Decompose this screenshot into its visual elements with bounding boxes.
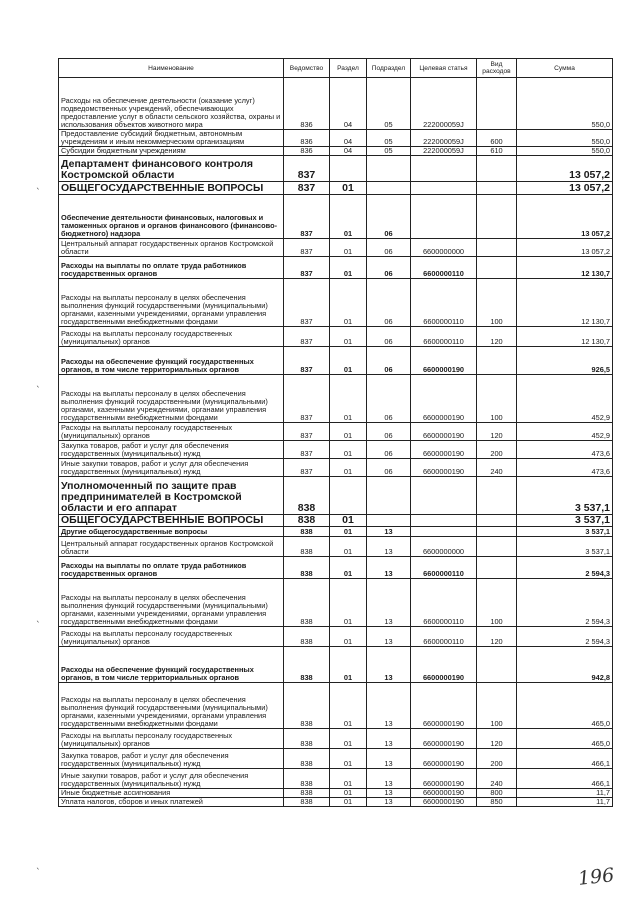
- cell-section: 01: [330, 347, 367, 375]
- cell-target: 6600000000: [411, 239, 477, 257]
- cell-exptype: 100: [477, 683, 517, 729]
- cell-target: 222000059J: [411, 78, 477, 130]
- table-header-row: [59, 59, 613, 78]
- cell-name: Департамент финансового контроля Костромской области: [59, 156, 284, 182]
- cell-subsection: [367, 156, 411, 182]
- cell-section: 01: [330, 769, 367, 789]
- cell-name: Расходы на выплаты персоналу государственных (муниципальных) органов: [59, 327, 284, 347]
- cell-sum: 550,0: [517, 147, 613, 156]
- cell-sum: 13 057,2: [517, 156, 613, 182]
- cell-exptype: [477, 78, 517, 130]
- header-section: Раздел: [330, 59, 367, 78]
- cell-sum: 473,6: [517, 441, 613, 459]
- cell-exptype: [477, 515, 517, 527]
- cell-subsection: 06: [367, 279, 411, 327]
- cell-target: 222000059J: [411, 147, 477, 156]
- cell-section: 01: [330, 789, 367, 798]
- cell-exptype: 850: [477, 798, 517, 807]
- cell-sum: 13 057,2: [517, 182, 613, 195]
- cell-section: 01: [330, 257, 367, 279]
- cell-section: 01: [330, 375, 367, 423]
- table-row: [59, 347, 613, 375]
- cell-dept: 837: [284, 279, 330, 327]
- cell-exptype: 120: [477, 729, 517, 749]
- cell-section: 01: [330, 459, 367, 477]
- cell-subsection: 05: [367, 78, 411, 130]
- table-row: [59, 477, 613, 515]
- cell-exptype: [477, 647, 517, 683]
- cell-exptype: 120: [477, 627, 517, 647]
- cell-subsection: 06: [367, 459, 411, 477]
- cell-name: Предоставление субсидий бюджетным, автономным учреждениям и иным некоммерческим организациям: [59, 130, 284, 147]
- header-dept: Ведомство: [284, 59, 330, 78]
- cell-exptype: 100: [477, 375, 517, 423]
- cell-target: [411, 515, 477, 527]
- cell-section: 01: [330, 683, 367, 729]
- margin-mark: `: [36, 621, 41, 631]
- table-row: [59, 375, 613, 423]
- cell-target: 6600000190: [411, 798, 477, 807]
- cell-target: [411, 156, 477, 182]
- cell-name: Иные закупки товаров, работ и услуг для обеспечения государственных (муниципальных) нужд: [59, 459, 284, 477]
- cell-dept: 836: [284, 130, 330, 147]
- cell-sum: 2 594,3: [517, 627, 613, 647]
- table-row: [59, 441, 613, 459]
- cell-subsection: [367, 477, 411, 515]
- cell-subsection: 06: [367, 441, 411, 459]
- cell-name: Расходы на обеспечение функций государственных органов, в том числе территориальных органов: [59, 647, 284, 683]
- cell-name: Субсидии бюджетным учреждениям: [59, 147, 284, 156]
- cell-dept: 838: [284, 647, 330, 683]
- cell-sum: 942,8: [517, 647, 613, 683]
- cell-exptype: [477, 257, 517, 279]
- cell-target: 222000059J: [411, 130, 477, 147]
- cell-dept: 838: [284, 557, 330, 579]
- cell-sum: 3 537,1: [517, 537, 613, 557]
- cell-name: Центральный аппарат государственных органов Костромской области: [59, 537, 284, 557]
- cell-dept: 838: [284, 537, 330, 557]
- cell-name: Расходы на выплаты персоналу в целях обеспечения выполнения функций государственными (муниципальными) органами, казенными учреждениями, органами управления государственными внебюджетными фондами: [59, 375, 284, 423]
- cell-name: Расходы на выплаты персоналу государственных (муниципальных) органов: [59, 627, 284, 647]
- cell-dept: 837: [284, 327, 330, 347]
- cell-name: Уполномоченный по защите прав предпринимателей в Костромской области и его аппарат: [59, 477, 284, 515]
- cell-target: 6600000190: [411, 749, 477, 769]
- cell-sum: 465,0: [517, 729, 613, 749]
- cell-name: Закупка товаров, работ и услуг для обеспечения государственных (муниципальных) нужд: [59, 749, 284, 769]
- cell-exptype: [477, 182, 517, 195]
- cell-exptype: [477, 477, 517, 515]
- cell-name: Закупка товаров, работ и услуг для обеспечения государственных (муниципальных) нужд: [59, 441, 284, 459]
- table-row: [59, 627, 613, 647]
- table-row: [59, 78, 613, 130]
- cell-sum: 11,7: [517, 789, 613, 798]
- header-sum: Сумма: [517, 59, 613, 78]
- cell-subsection: 06: [367, 195, 411, 239]
- cell-dept: 838: [284, 729, 330, 749]
- cell-sum: 466,1: [517, 749, 613, 769]
- cell-exptype: 800: [477, 789, 517, 798]
- table-row: [59, 182, 613, 195]
- cell-target: 6600000110: [411, 579, 477, 627]
- cell-sum: 452,9: [517, 375, 613, 423]
- table-row: [59, 798, 613, 807]
- cell-name: Расходы на выплаты персоналу в целях обеспечения выполнения функций государственными (муниципальными) органами, казенными учреждениями, органами управления государственными внебюджетными фондами: [59, 579, 284, 627]
- cell-dept: 838: [284, 749, 330, 769]
- table-row: [59, 579, 613, 627]
- cell-section: 01: [330, 537, 367, 557]
- cell-name: Расходы на выплаты по оплате труда работников государственных органов: [59, 257, 284, 279]
- cell-sum: 926,5: [517, 347, 613, 375]
- cell-section: 04: [330, 147, 367, 156]
- cell-target: 6600000190: [411, 375, 477, 423]
- cell-dept: 838: [284, 627, 330, 647]
- cell-section: 01: [330, 729, 367, 749]
- cell-target: [411, 195, 477, 239]
- cell-subsection: 13: [367, 579, 411, 627]
- cell-section: 01: [330, 327, 367, 347]
- cell-section: 01: [330, 749, 367, 769]
- cell-sum: 13 057,2: [517, 239, 613, 257]
- table-row: [59, 557, 613, 579]
- cell-sum: 473,6: [517, 459, 613, 477]
- cell-exptype: 120: [477, 423, 517, 441]
- cell-subsection: 06: [367, 375, 411, 423]
- cell-sum: 466,1: [517, 769, 613, 789]
- cell-dept: 838: [284, 579, 330, 627]
- cell-sum: 550,0: [517, 130, 613, 147]
- cell-subsection: 06: [367, 239, 411, 257]
- table-row: [59, 257, 613, 279]
- cell-sum: 13 057,2: [517, 195, 613, 239]
- table-row: [59, 729, 613, 749]
- cell-section: 01: [330, 182, 367, 195]
- cell-target: 6600000110: [411, 257, 477, 279]
- cell-section: 01: [330, 441, 367, 459]
- cell-exptype: 200: [477, 749, 517, 769]
- header-name: Наименование: [59, 59, 284, 78]
- cell-section: 01: [330, 239, 367, 257]
- cell-dept: 837: [284, 156, 330, 182]
- cell-section: 04: [330, 130, 367, 147]
- cell-subsection: 05: [367, 147, 411, 156]
- cell-section: 01: [330, 798, 367, 807]
- cell-name: Уплата налогов, сборов и иных платежей: [59, 798, 284, 807]
- cell-subsection: 13: [367, 798, 411, 807]
- cell-dept: 837: [284, 423, 330, 441]
- table-row: [59, 195, 613, 239]
- cell-dept: 838: [284, 798, 330, 807]
- cell-sum: 12 130,7: [517, 257, 613, 279]
- cell-dept: 837: [284, 441, 330, 459]
- cell-section: 01: [330, 627, 367, 647]
- page-number: 196: [576, 864, 616, 890]
- cell-sum: 550,0: [517, 78, 613, 130]
- cell-section: [330, 477, 367, 515]
- cell-sum: 12 130,7: [517, 327, 613, 347]
- cell-subsection: 05: [367, 130, 411, 147]
- cell-sum: 12 130,7: [517, 279, 613, 327]
- cell-dept: 838: [284, 789, 330, 798]
- cell-subsection: 13: [367, 683, 411, 729]
- cell-dept: 836: [284, 147, 330, 156]
- table-row: [59, 459, 613, 477]
- table-row: [59, 423, 613, 441]
- cell-exptype: [477, 156, 517, 182]
- cell-exptype: 240: [477, 459, 517, 477]
- header-target: Целевая статья: [411, 59, 477, 78]
- cell-dept: 838: [284, 477, 330, 515]
- cell-exptype: [477, 557, 517, 579]
- cell-exptype: 100: [477, 579, 517, 627]
- cell-dept: 838: [284, 515, 330, 527]
- cell-target: 6600000000: [411, 537, 477, 557]
- table-row: [59, 239, 613, 257]
- cell-subsection: 06: [367, 257, 411, 279]
- cell-target: [411, 527, 477, 537]
- cell-subsection: 13: [367, 537, 411, 557]
- cell-name: Иные бюджетные ассигнования: [59, 789, 284, 798]
- cell-section: 01: [330, 527, 367, 537]
- cell-subsection: [367, 515, 411, 527]
- cell-target: [411, 477, 477, 515]
- cell-dept: 838: [284, 527, 330, 537]
- cell-section: 01: [330, 579, 367, 627]
- cell-name: ОБЩЕГОСУДАРСТВЕННЫЕ ВОПРОСЫ: [59, 182, 284, 195]
- cell-sum: 2 594,3: [517, 557, 613, 579]
- cell-exptype: [477, 527, 517, 537]
- cell-target: 6600000190: [411, 769, 477, 789]
- cell-exptype: 120: [477, 327, 517, 347]
- cell-dept: 837: [284, 375, 330, 423]
- margin-mark: `: [36, 868, 41, 878]
- cell-section: 01: [330, 647, 367, 683]
- cell-subsection: [367, 182, 411, 195]
- cell-dept: 837: [284, 195, 330, 239]
- table-row: [59, 789, 613, 798]
- cell-section: 01: [330, 515, 367, 527]
- cell-subsection: 13: [367, 627, 411, 647]
- cell-subsection: 13: [367, 769, 411, 789]
- budget-table: [58, 58, 613, 807]
- cell-sum: 452,9: [517, 423, 613, 441]
- cell-name: Расходы на выплаты персоналу в целях обеспечения выполнения функций государственными (муниципальными) органами, казенными учреждениями, органами управления государственными внебюджетными фондами: [59, 279, 284, 327]
- cell-section: 01: [330, 195, 367, 239]
- cell-name: Иные закупки товаров, работ и услуг для обеспечения государственных (муниципальных) нужд: [59, 769, 284, 789]
- cell-sum: 465,0: [517, 683, 613, 729]
- cell-exptype: [477, 537, 517, 557]
- cell-target: 6600000190: [411, 347, 477, 375]
- cell-name: Расходы на выплаты персоналу государственных (муниципальных) органов: [59, 729, 284, 749]
- cell-exptype: [477, 347, 517, 375]
- table-row: [59, 130, 613, 147]
- cell-name: Расходы на выплаты по оплате труда работников государственных органов: [59, 557, 284, 579]
- cell-target: 6600000190: [411, 423, 477, 441]
- cell-dept: 837: [284, 239, 330, 257]
- cell-exptype: 200: [477, 441, 517, 459]
- cell-section: 01: [330, 279, 367, 327]
- cell-target: 6600000110: [411, 557, 477, 579]
- table-row: [59, 515, 613, 527]
- cell-target: 6600000190: [411, 441, 477, 459]
- cell-name: Центральный аппарат государственных органов Костромской области: [59, 239, 284, 257]
- cell-subsection: 13: [367, 527, 411, 537]
- cell-exptype: [477, 195, 517, 239]
- cell-exptype: 610: [477, 147, 517, 156]
- cell-sum: 2 594,3: [517, 579, 613, 627]
- cell-subsection: 06: [367, 423, 411, 441]
- cell-exptype: 600: [477, 130, 517, 147]
- cell-subsection: 13: [367, 749, 411, 769]
- cell-section: 01: [330, 557, 367, 579]
- cell-exptype: [477, 239, 517, 257]
- cell-subsection: 13: [367, 647, 411, 683]
- cell-subsection: 13: [367, 729, 411, 749]
- cell-dept: 837: [284, 347, 330, 375]
- cell-sum: 3 537,1: [517, 477, 613, 515]
- cell-dept: 836: [284, 78, 330, 130]
- cell-name: ОБЩЕГОСУДАРСТВЕННЫЕ ВОПРОСЫ: [59, 515, 284, 527]
- table-row: [59, 769, 613, 789]
- cell-sum: 3 537,1: [517, 515, 613, 527]
- cell-dept: 838: [284, 769, 330, 789]
- cell-subsection: 13: [367, 789, 411, 798]
- cell-name: Расходы на обеспечение деятельности (оказание услуг) подведомственных учреждений, обеспечивающих предоставление услуг в области сельского хозяйства, охраны и использования объектов животного мира: [59, 78, 284, 130]
- table-row: [59, 156, 613, 182]
- cell-name: Обеспечение деятельности финансовых, налоговых и таможенных органов и органов финансового (финансово-бюджетного) надзора: [59, 195, 284, 239]
- cell-target: 6600000190: [411, 729, 477, 749]
- margin-mark: `: [36, 188, 41, 198]
- cell-sum: 3 537,1: [517, 527, 613, 537]
- table-row: [59, 537, 613, 557]
- header-subsection: Подраздел: [367, 59, 411, 78]
- cell-section: 01: [330, 423, 367, 441]
- cell-section: [330, 156, 367, 182]
- cell-subsection: 06: [367, 347, 411, 375]
- cell-sum: 11,7: [517, 798, 613, 807]
- table-row: [59, 327, 613, 347]
- cell-name: Другие общегосударственные вопросы: [59, 527, 284, 537]
- cell-dept: 837: [284, 182, 330, 195]
- table-row: [59, 527, 613, 537]
- cell-subsection: 06: [367, 327, 411, 347]
- cell-name: Расходы на выплаты персоналу государственных (муниципальных) органов: [59, 423, 284, 441]
- cell-exptype: 240: [477, 769, 517, 789]
- margin-mark: `: [36, 386, 41, 396]
- cell-subsection: 13: [367, 557, 411, 579]
- cell-exptype: 100: [477, 279, 517, 327]
- table-row: [59, 279, 613, 327]
- cell-target: 6600000190: [411, 683, 477, 729]
- cell-dept: 837: [284, 257, 330, 279]
- cell-target: 6600000190: [411, 789, 477, 798]
- cell-target: 6600000110: [411, 327, 477, 347]
- cell-section: 04: [330, 78, 367, 130]
- cell-target: 6600000110: [411, 279, 477, 327]
- table-row: [59, 647, 613, 683]
- table-row: [59, 147, 613, 156]
- cell-target: 6600000190: [411, 647, 477, 683]
- cell-name: Расходы на обеспечение функций государственных органов, в том числе территориальных органов: [59, 347, 284, 375]
- cell-target: 6600000190: [411, 459, 477, 477]
- cell-target: [411, 182, 477, 195]
- cell-target: 6600000110: [411, 627, 477, 647]
- cell-dept: 837: [284, 459, 330, 477]
- cell-dept: 838: [284, 683, 330, 729]
- table-row: [59, 749, 613, 769]
- table-row: [59, 683, 613, 729]
- header-exptype: Вид расходов: [477, 59, 517, 78]
- cell-name: Расходы на выплаты персоналу в целях обеспечения выполнения функций государственными (муниципальными) органами, казенными учреждениями, органами управления государственными внебюджетными фондами: [59, 683, 284, 729]
